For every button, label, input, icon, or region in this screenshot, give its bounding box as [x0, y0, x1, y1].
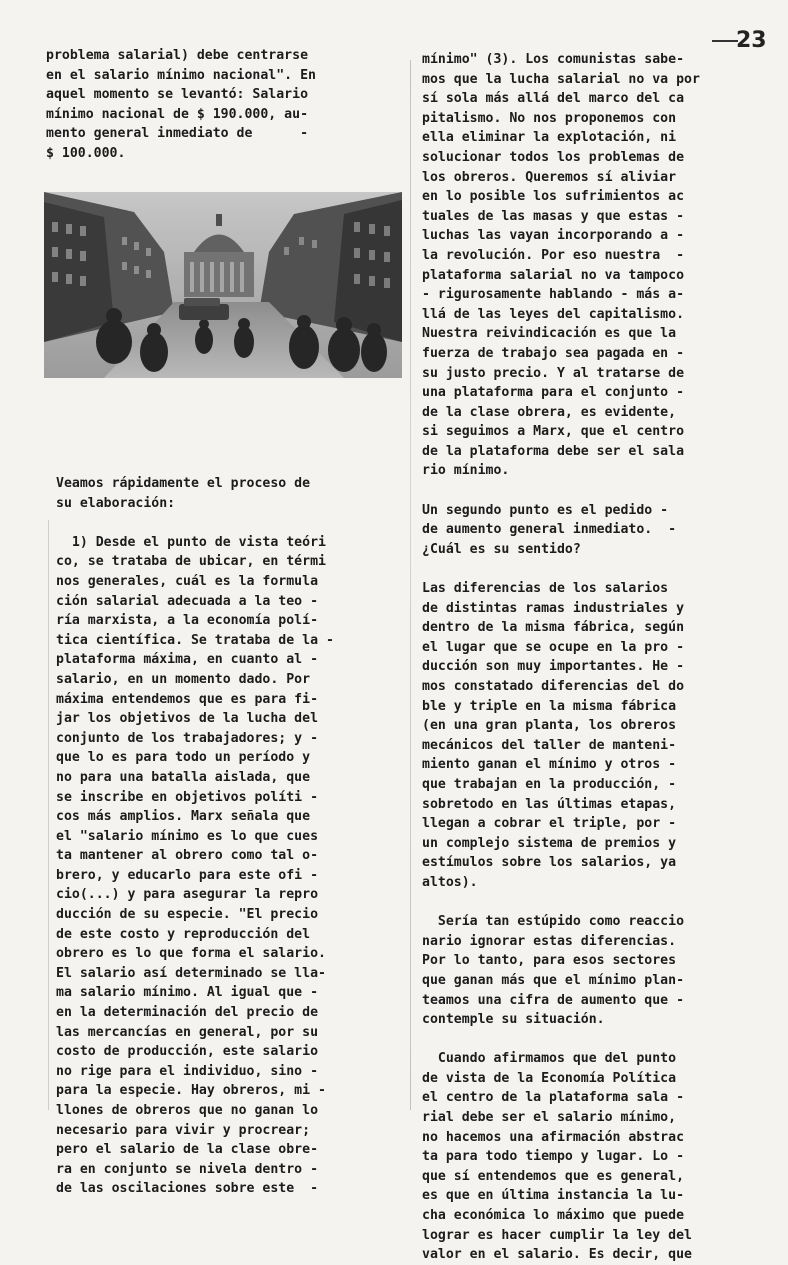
right-column-text [422, 50, 752, 1265]
text-line: co, se trataba de ubicar, en térmi [56, 554, 326, 570]
text-line: el "salario mínimo es lo que cues [56, 828, 319, 844]
text-line: necesario para vivir y procrear; [56, 1122, 311, 1138]
text-line: no hacemos una afirmación abstrac [422, 1129, 685, 1145]
text-line: una plataforma para el conjunto - [422, 385, 685, 401]
column-divider-rule [410, 60, 411, 1110]
text-line: El salario así determinado se lla- [56, 965, 326, 981]
text-line: de este costo y reproducción del [56, 926, 311, 942]
text-line: que lo es para todo un período y [56, 750, 311, 766]
page-number: 23 [736, 28, 767, 53]
text-line: en el salario mínimo nacional". En [46, 67, 316, 83]
text-line [422, 481, 752, 501]
text-line: pero el salario de la clase obre- [56, 1142, 319, 1158]
text-line: luchas las vayan incorporando a - [422, 228, 685, 244]
text-line [422, 1030, 752, 1050]
text-line: si seguimos a Marx, que el centro [422, 424, 685, 440]
street-photo [44, 192, 402, 378]
text-line: tica científica. Se trataba de la - [56, 632, 334, 648]
text-line: no rige para el individuo, sino - [56, 1063, 319, 1079]
text-line: mos constatado diferencias del do [422, 679, 685, 694]
text-line: brero, y educarlo para este ofi - [56, 867, 319, 883]
text-line: que sí entendemos que es general, [422, 1168, 685, 1184]
text-line: - rigurosamente hablando - más a- [422, 287, 685, 303]
text-line: (en una gran planta, los obreros [422, 718, 677, 734]
text-line: su elaboración: [56, 495, 176, 511]
text-line: mento general inmediato de - [46, 126, 309, 142]
text-line: tuales de las masas y que estas - [422, 208, 685, 224]
text-line: teamos una cifra de aumento que - [422, 992, 685, 1008]
text-line: Sería tan estúpido como reaccio [422, 914, 685, 930]
text-line: problema salarial) debe centrarse [46, 48, 309, 63]
text-line: ta mantener al obrero como tal o- [56, 848, 319, 864]
text-line: las mercancías en general, por su [56, 1024, 319, 1040]
text-line: ra en conjunto se nivela dentro - [56, 1161, 319, 1177]
text-line: ría marxista, a la economía polí- [56, 613, 319, 629]
text-line: llá de las leyes del capitalismo. [422, 306, 685, 322]
text-line: de distintas ramas industriales y [422, 600, 685, 616]
text-line: ble y triple en la misma fábrica [422, 698, 677, 714]
text-line: de vista de la Economía Política [422, 1070, 677, 1086]
text-line: salario, en un momento dado. Por [56, 671, 311, 687]
text-line: jar los objetivos de la lucha del [56, 711, 319, 727]
text-line: Por lo tanto, para esos sectores [422, 953, 677, 969]
text-line: el centro de la plataforma sala - [422, 1090, 685, 1106]
text-line: mecánicos del taller de manteni- [422, 737, 677, 753]
text-line: estímulos sobre los salarios, ya [422, 855, 677, 871]
text-line: en lo posible los sufrimientos ac [422, 189, 685, 205]
left-margin-rule [48, 520, 49, 1110]
text-line: los obreros. Queremos sí aliviar [422, 169, 677, 185]
text-line: solucionar todos los problemas de [422, 149, 685, 165]
text-line: ¿Cuál es su sentido? [422, 541, 581, 557]
text-line: dentro de la misma fábrica, según [422, 620, 685, 636]
text-line: miento ganan el mínimo y otros - [422, 757, 677, 773]
text-line: fuerza de trabajo sea pagada en - [422, 345, 685, 361]
text-line: mos que la lucha salarial no va por [422, 71, 700, 87]
text-line: Un segundo punto es el pedido - [422, 502, 669, 518]
page-number-rule [712, 40, 738, 42]
text-line: obrero es lo que forma el salario. [56, 946, 326, 962]
text-line: la revolución. Por eso nuestra - [422, 247, 685, 263]
text-line [422, 893, 752, 913]
text-line: ta para todo tiempo y lugar. Lo - [422, 1149, 685, 1165]
text-line: ma salario mínimo. Al igual que - [56, 985, 319, 1001]
text-line: plataforma máxima, en cuanto al - [56, 652, 319, 668]
text-line: llones de obreros que no ganan lo [56, 1103, 319, 1118]
text-line [422, 559, 752, 579]
text-line: rial debe ser el salario mínimo, [422, 1110, 677, 1126]
text-line: nario ignorar estas diferencias. [422, 933, 677, 949]
text-line: que ganan más que el mínimo plan- [422, 972, 685, 988]
text-line: costo de producción, este salario [56, 1044, 319, 1060]
text-line: pitalismo. No nos proponemos con [422, 110, 677, 126]
text-line: 1) Desde el punto de vista teóri [56, 534, 326, 550]
text-line: Las diferencias de los salarios [422, 581, 669, 597]
text-line: máxima entendemos que es para fi- [56, 691, 319, 707]
text-line: sobretodo en las últimas etapas, [422, 796, 677, 812]
text-line: ducción de su especie. "El precio [56, 907, 319, 923]
text-line: mínimo" (3). Los comunistas sabe- [422, 52, 685, 67]
text-line: lograr es hacer cumplir la ley del [422, 1227, 692, 1243]
text-line: de la clase obrera, es evidente, [422, 404, 677, 420]
text-line: cos más amplios. Marx señala que [56, 809, 311, 825]
text-line: de aumento general inmediato. - [422, 522, 677, 538]
text-line: para la especie. Hay obreros, mi - [56, 1083, 326, 1099]
text-line: altos). [422, 874, 478, 890]
text-line: no para una batalla aislada, que [56, 769, 311, 785]
text-line: su justo precio. Y al tratarse de [422, 365, 685, 381]
text-line: ducción son muy importantes. He - [422, 659, 685, 675]
text-line: rio mínimo. [422, 463, 510, 479]
text-line: que trabajan en la producción, - [422, 776, 677, 792]
text-line: mínimo nacional de $ 190.000, au- [46, 106, 309, 122]
text-line: en la determinación del precio de [56, 1005, 319, 1021]
text-line: Nuestra reivindicación es que la [422, 326, 677, 342]
text-line: valor en el salario. Es decir, que [422, 1247, 692, 1263]
text-line: $ 100.000. [46, 145, 126, 161]
text-line: llegan a cobrar el triple, por - [422, 816, 677, 832]
left-column-main-text [56, 474, 376, 1199]
text-line: de la plataforma debe ser el sala [422, 443, 685, 459]
text-line: Cuando afirmamos que del punto [422, 1051, 677, 1067]
text-line: aquel momento se levantó: Salario [46, 87, 309, 103]
text-line: ella eliminar la explotación, ni [422, 130, 677, 146]
street-photo-illustration [44, 192, 402, 378]
text-line: un complejo sistema de premios y [422, 835, 677, 851]
text-line [56, 513, 376, 533]
text-line: nos generales, cuál es la formula [56, 573, 319, 589]
text-line: de las oscilaciones sobre este - [56, 1181, 319, 1197]
text-line: sí sola más allá del marco del ca [422, 91, 685, 107]
text-line: contemple su situación. [422, 1012, 605, 1028]
text-line: plataforma salarial no va tampoco [422, 267, 685, 283]
text-line: cio(...) y para asegurar la repro [56, 887, 319, 903]
text-line: se inscribe en objetivos políti - [56, 789, 319, 805]
text-line: conjunto de los trabajadores; y - [56, 730, 319, 746]
left-column-top-text [46, 46, 366, 164]
text-line: cha económica lo máximo que puede [422, 1208, 685, 1224]
text-line: ción salarial adecuada a la teo - [56, 593, 319, 609]
text-line: el lugar que se ocupe en la pro - [422, 639, 685, 655]
text-line: es que en última instancia la lu- [422, 1188, 685, 1204]
text-line: Veamos rápidamente el proceso de [56, 476, 311, 491]
